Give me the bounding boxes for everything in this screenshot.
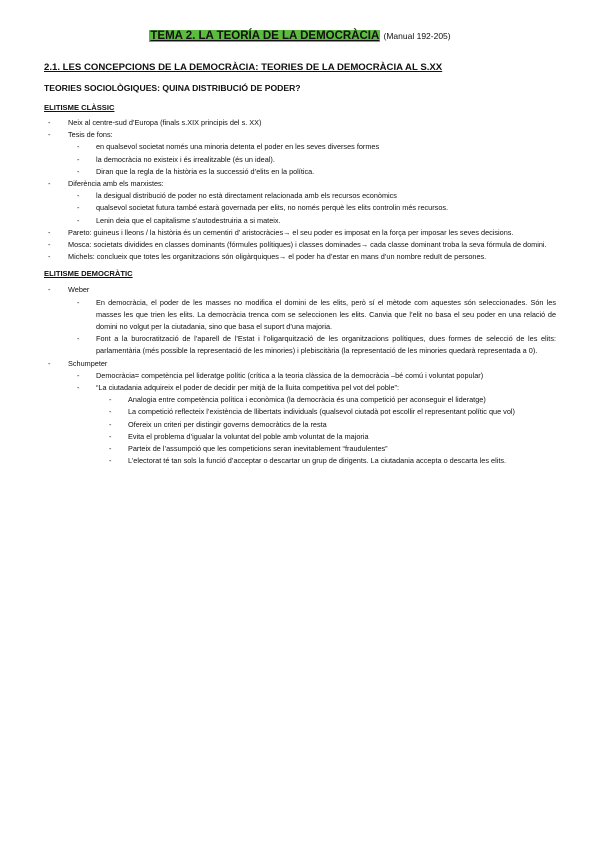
list-item	[44, 284, 556, 296]
manual-reference: (Manual 192-205)	[383, 31, 451, 41]
list-item-text: Font a la burocratització de l’aparell de l’Estat i l’oligarquització de les organitzacions polítiques, dues formes de selecció de les elits: parlamentària (més possible la representació de les minories) i plebiscitària (la representació de les minories quedarà representada a 0).	[96, 334, 556, 356]
section-title: 2.1. LES CONCEPCIONS DE LA DEMOCRÀCIA: TEORIES DE LA DEMOCRÀCIA AL S.XX	[44, 62, 443, 73]
bullet-dash: -	[48, 227, 51, 237]
list-item-text: Weber	[68, 285, 90, 295]
document-title: TEMA 2. LA TEORÍA DE LA DEMOCRÀCIA	[150, 30, 380, 42]
bullet-dash: -	[77, 191, 80, 201]
bullet-dash: -	[77, 215, 80, 225]
bullet-dash: -	[77, 383, 80, 393]
subsection-title: TEORIES SOCIOLÒGIQUES: QUINA DISTRIBUCIÓ DE PODER?	[44, 83, 301, 93]
document-header	[44, 30, 556, 42]
list-item	[44, 419, 556, 431]
list-item	[44, 202, 556, 214]
list-item	[44, 239, 556, 251]
list-item	[44, 358, 556, 370]
list-item	[44, 117, 556, 129]
bullet-dash: -	[77, 166, 80, 176]
list-item	[44, 251, 556, 263]
bullet-dash: -	[109, 395, 112, 405]
list-item	[44, 166, 556, 178]
list-item	[44, 333, 556, 357]
list-item-text: Schumpeter	[68, 358, 108, 368]
list-item-text: Analogia entre competència política i econòmica (la democràcia és una competició per aconseguir el lideratge)	[128, 395, 486, 405]
list-item-text: Diferència amb els marxistes:	[68, 179, 164, 189]
bullet-dash: -	[109, 456, 112, 466]
list-item	[44, 154, 556, 166]
heading-elitisme-classic: ELITISME CLÀSSIC	[44, 103, 115, 112]
bullet-dash: -	[77, 297, 80, 307]
list-item	[44, 227, 556, 239]
bullet-dash: -	[109, 444, 112, 454]
list-item-text: Parteix de l’assumpció que les competicions seran inevitablement “fraudulentes”	[128, 444, 388, 454]
list-item	[44, 431, 556, 443]
bullet-dash: -	[48, 285, 51, 295]
list-item-text: en qualsevol societat només una minoria detenta el poder en les seves diverses formes	[96, 142, 380, 152]
list-item-text: la desigual distribució de poder no està directament relacionada amb els recursos econòmics	[96, 191, 397, 201]
list-item-text: Mosca: societats dividides en classes dominants (fórmules polítiques) i classes dominades→ cada classe dominant troba la seva fórmula de domini.	[68, 240, 547, 250]
bullet-dash: -	[77, 142, 80, 152]
list-item-text: Democràcia= competència pel lideratge polític (crítica a la teoria clàssica de la democràcia –bé comú i voluntat popular)	[96, 370, 484, 380]
list-item	[44, 370, 556, 382]
bullet-dash: -	[48, 358, 51, 368]
bullet-dash: -	[48, 130, 51, 140]
list-item	[44, 129, 556, 141]
list-item-text: Neix al centre-sud d’Europa (finals s.XIX principis del s. XX)	[68, 118, 262, 127]
bullet-dash: -	[48, 118, 51, 127]
list-item-text: Lenin deia que el capitalisme s’autodestruiria a si mateix.	[96, 215, 281, 225]
list-item-text: la democràcia no existeix i és irrealitzable (és un ideal).	[96, 154, 275, 164]
bullet-dash: -	[48, 252, 51, 262]
bullet-dash: -	[77, 203, 80, 213]
bullet-dash: -	[109, 419, 112, 429]
list-item	[44, 190, 556, 202]
list-elitisme-democratic	[44, 284, 556, 467]
list-item	[44, 141, 556, 153]
list-item-text: L’electorat té tan sols la funció d’acceptar o descartar un grup de dirigents. La ciutadania accepta o descarta les elits.	[128, 456, 507, 466]
list-item	[44, 455, 556, 467]
list-item	[44, 215, 556, 227]
list-item-text: Diran que la regla de la història es la successió d’elits en la política.	[96, 166, 315, 176]
list-item	[44, 178, 556, 190]
bullet-dash: -	[109, 431, 112, 441]
list-item	[44, 394, 556, 406]
list-item	[44, 382, 556, 394]
bullet-dash: -	[77, 154, 80, 164]
list-item-text: Tesis de fons:	[68, 130, 113, 140]
list-item-text: Michels: conclueix que totes les organitzacions són oligàrquiques→ el poder ha d’estar en mans d’un nombre reduït de persones.	[68, 252, 487, 262]
list-item	[44, 297, 556, 334]
list-item-text: qualsevol societat futura també estarà governada per elits, no només perquè les elits controlin més recursos.	[96, 203, 449, 213]
bullet-dash: -	[77, 370, 80, 380]
list-item	[44, 406, 556, 418]
bullet-dash: -	[109, 407, 112, 417]
list-item-text: En democràcia, el poder de les masses no modifica el domini de les elits, però sí el mètode com aquestes són seleccionades. Són les masses les que trien les elits. La democràcia trenca com se seleccionen les elits. Canvia que l’elit no basa el seu poder en una relació de domini no volgut per la ciutadania, sino que basa el suport d’una majoria.	[96, 297, 556, 332]
bullet-dash: -	[48, 179, 51, 189]
heading-elitisme-democratic: ELITISME DEMOCRÀTIC	[44, 269, 133, 279]
bullet-dash: -	[77, 334, 80, 344]
list-item-text: Evita el problema d’igualar la voluntat del poble amb voluntat de la majoria	[128, 431, 369, 441]
list-item-text: Pareto: guineus i lleons / la història és un cementiri d’ aristocràcies→ el seu poder es imposat en la força per imposar les seves decisions.	[68, 227, 514, 237]
list-item	[44, 443, 556, 455]
bullet-dash: -	[48, 240, 51, 250]
list-elitisme-classic	[44, 117, 556, 263]
list-item-text: “La ciutadania adquireix el poder de decidir per mitjà de la lluita competitiva pel vot del poble”:	[96, 383, 399, 393]
list-item-text: Ofereix un criteri per distingir governs democràtics de la resta	[128, 419, 327, 429]
list-item-text: La competició reflecteix l’existència de llibertats individuals (qualsevol ciutadà pot escollir el representant polític que vol)	[128, 407, 515, 417]
